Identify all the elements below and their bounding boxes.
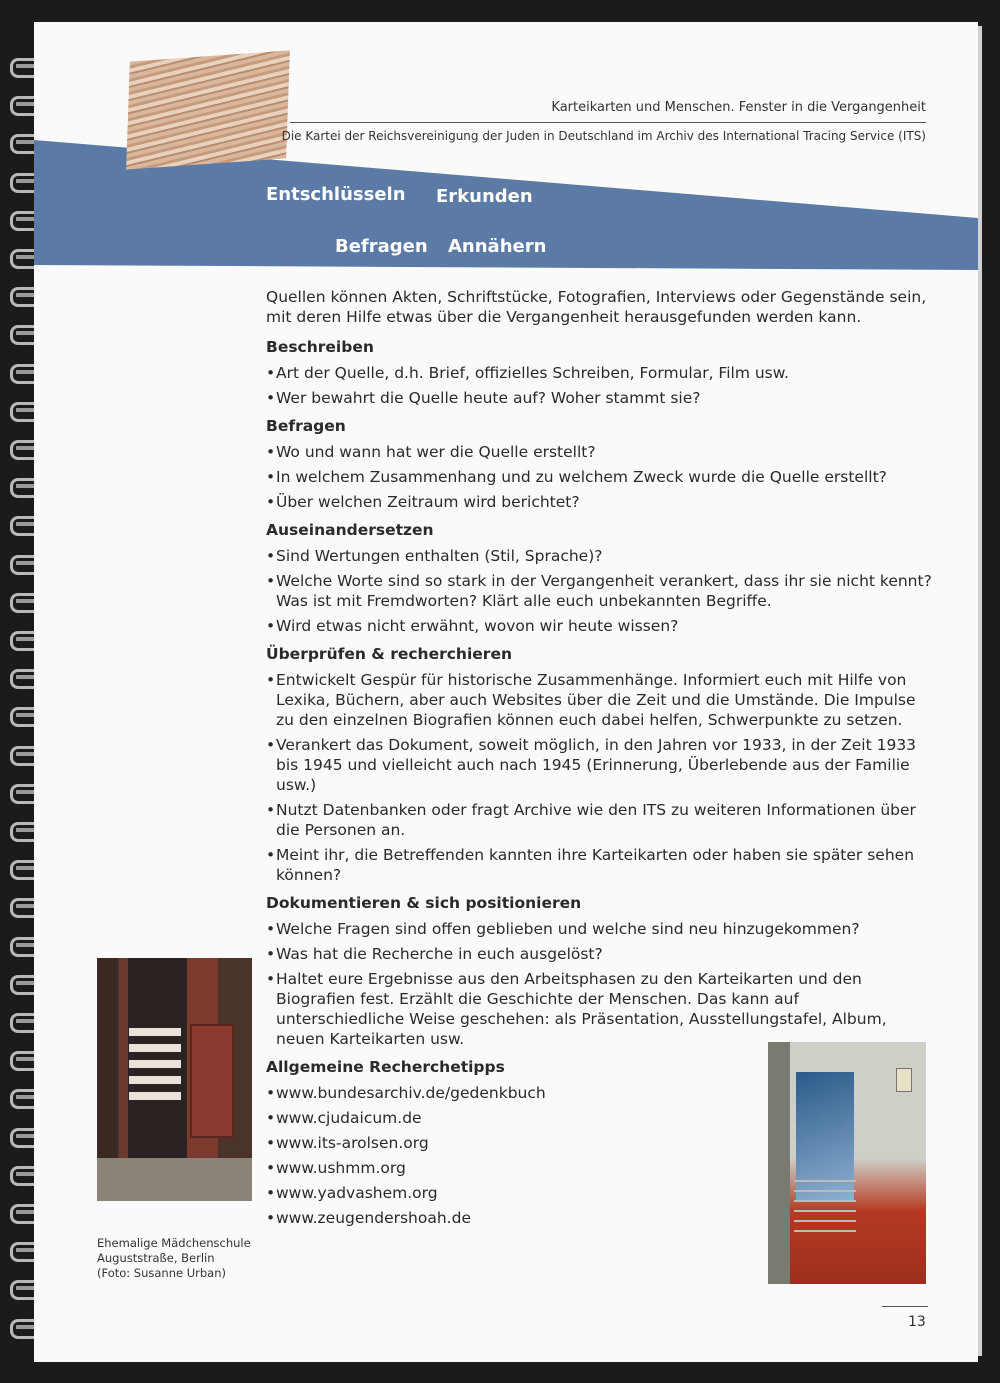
list-item: • Über welchen Zeitraum wird berichtet? xyxy=(266,492,932,512)
section-heading: Beschreiben xyxy=(266,338,374,356)
list-item: • Art der Quelle, d.h. Brief, offizielles Schreiben, Formular, Film usw. xyxy=(266,363,932,383)
header-title: Karteikarten und Menschen. Fenster in die Vergangenheit xyxy=(551,100,926,115)
list-item: • In welchem Zusammenhang und zu welchem Zweck wurde die Quelle erstellt? xyxy=(266,467,932,487)
list-item: • Wer bewahrt die Quelle heute auf? Woher stammt sie? xyxy=(266,388,932,408)
list-item: • Meint ihr, die Betreffenden kannten ihre Karteikarten oder haben sie später sehen können? xyxy=(266,845,932,885)
page-number: 13 xyxy=(908,1314,926,1330)
list-item: • Nutzt Datenbanken oder fragt Archive wie den ITS zu weiteren Informationen über die Personen an. xyxy=(266,800,932,840)
photo-detail xyxy=(129,1092,181,1100)
list-item: • Welche Worte sind so stark in der Vergangenheit verankert, dass ihr sie nicht kennt? Was ist mit Fremdworten? Klärt alle euch unbekannten Begriffe. xyxy=(266,571,932,611)
corridor-photo xyxy=(768,1042,926,1284)
list-item: • Sind Wertungen enthalten (Stil, Sprache)? xyxy=(266,546,932,566)
photo-railing xyxy=(794,1172,856,1232)
section-list xyxy=(266,670,932,885)
banner-word-erkunden: Erkunden xyxy=(436,186,533,207)
list-item: • Was hat die Recherche in euch ausgelöst? xyxy=(266,944,932,964)
photo-detail xyxy=(129,1076,181,1084)
banner-word-entschluesseln: Entschlüsseln xyxy=(266,184,406,205)
photo-lamp xyxy=(896,1068,912,1092)
page-number-rule xyxy=(882,1306,928,1307)
research-link[interactable]: • www.zeugendershoah.de xyxy=(266,1208,932,1228)
caption-line: (Foto: Susanne Urban) xyxy=(97,1266,227,1280)
section-heading: Überprüfen & recherchieren xyxy=(266,645,512,663)
section-list xyxy=(266,442,932,512)
section-heading: Befragen xyxy=(266,417,346,435)
section-heading: Auseinandersetzen xyxy=(266,521,434,539)
caption-line: Ehemalige Mädchenschule xyxy=(97,1236,251,1250)
photo-detail xyxy=(129,1028,181,1036)
list-item: • Verankert das Dokument, soweit möglich, in den Jahren vor 1933, in der Zeit 1933 bis 1945 und vielleicht auch nach 1945 (Erinnerung, Überlebende aus der Familie usw.) xyxy=(266,735,932,795)
list-item: • Wird etwas nicht erwähnt, wovon wir heute wissen? xyxy=(266,616,932,636)
wood-cards-photo xyxy=(126,50,290,169)
list-item: • Wo und wann hat wer die Quelle erstellt? xyxy=(266,442,932,462)
photo-detail xyxy=(129,1044,181,1052)
research-link[interactable]: • www.bundesarchiv.de/gedenkbuch xyxy=(266,1083,932,1103)
banner-word-befragen: Befragen xyxy=(335,236,428,257)
header-rule xyxy=(290,122,926,123)
section-list xyxy=(266,546,932,636)
research-link[interactable]: • www.yadvashem.org xyxy=(266,1183,932,1203)
photo-door xyxy=(190,1024,234,1138)
research-link[interactable]: • www.its-arolsen.org xyxy=(266,1133,932,1153)
section-list xyxy=(266,363,932,408)
section-list xyxy=(266,919,932,1049)
list-item: • Entwickelt Gespür für historische Zusammenhänge. Informiert euch mit Hilfe von Lexika, Büchern, aber auch Websites über die Zeit und die Umstände. Die Impulse zu den einzelnen Biografien können euch dabei helfen, Schwerpunkte zu setzen. xyxy=(266,670,932,730)
photo-wall xyxy=(768,1042,790,1284)
section-heading: Dokumentieren & sich positionieren xyxy=(266,894,582,912)
banner-word-annaehern: Annähern xyxy=(448,236,547,257)
photo-caption xyxy=(97,1236,251,1281)
list-item: • Haltet eure Ergebnisse aus den Arbeitsphasen zu den Karteikarten und den Biografien fest. Erzählt die Geschichte der Menschen. Das kann auf unterschiedliche Weise geschehen: als Präsentation, Ausstellungstafel, Album, neuen Karteikarten usw. xyxy=(266,969,932,1049)
intro-paragraph: Quellen können Akten, Schriftstücke, Fotografien, Interviews oder Gegenstände sein, mit deren Hilfe etwas über die Vergangenheit herausgefunden werden kann. xyxy=(266,288,927,326)
section-heading: Allgemeine Recherchetipps xyxy=(266,1058,505,1076)
list-item: • Welche Fragen sind offen geblieben und welche sind neu hinzugekommen? xyxy=(266,919,932,939)
research-link[interactable]: • www.ushmm.org xyxy=(266,1158,932,1178)
header-subtitle: Die Kartei der Reichsvereinigung der Juden in Deutschland im Archiv des International Tracing Service (ITS) xyxy=(281,129,926,143)
school-entrance-photo xyxy=(97,958,252,1201)
caption-line: Auguststraße, Berlin xyxy=(97,1251,215,1265)
photo-floor xyxy=(97,1158,252,1201)
research-link[interactable]: • www.cjudaicum.de xyxy=(266,1108,932,1128)
photo-detail xyxy=(129,1060,181,1068)
